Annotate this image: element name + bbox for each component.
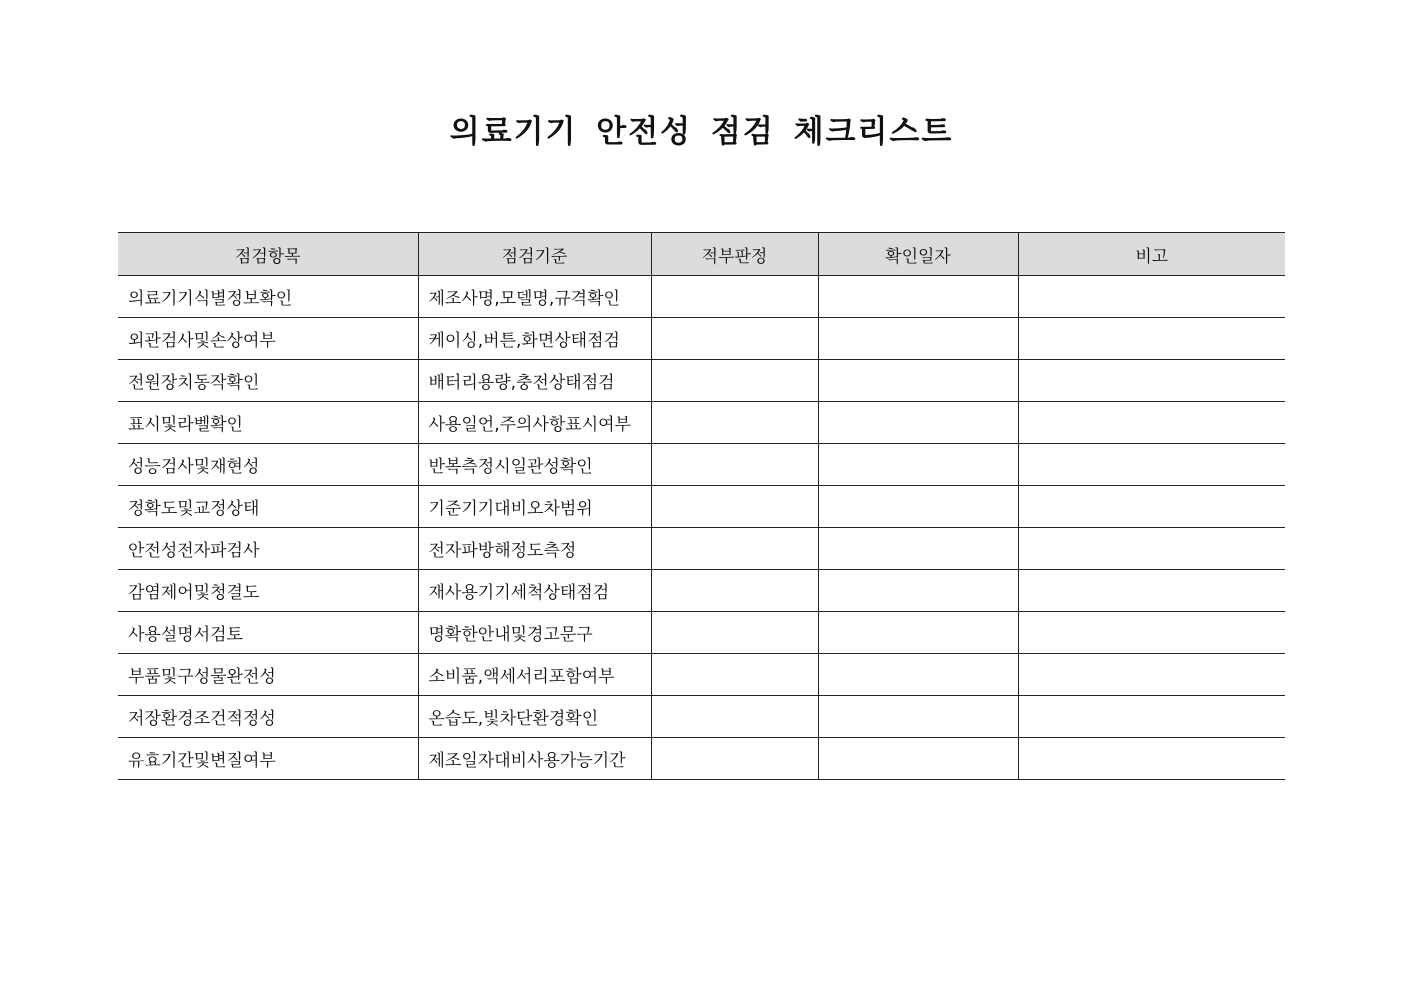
judgment-cell[interactable] bbox=[651, 276, 818, 318]
date-cell[interactable] bbox=[818, 486, 1018, 528]
note-cell[interactable] bbox=[1018, 738, 1285, 780]
criteria-cell: 소비품,액세서리포함여부 bbox=[418, 654, 651, 696]
item-cell: 감염제어및청결도 bbox=[118, 570, 418, 612]
note-cell[interactable] bbox=[1018, 318, 1285, 360]
date-cell[interactable] bbox=[818, 444, 1018, 486]
item-cell: 유효기간및변질여부 bbox=[118, 738, 418, 780]
table-row bbox=[118, 444, 1285, 486]
date-cell[interactable] bbox=[818, 570, 1018, 612]
criteria-cell: 반복측정시일관성확인 bbox=[418, 444, 651, 486]
judgment-cell[interactable] bbox=[651, 738, 818, 780]
judgment-cell[interactable] bbox=[651, 444, 818, 486]
table-row bbox=[118, 654, 1285, 696]
date-cell[interactable] bbox=[818, 654, 1018, 696]
judgment-cell[interactable] bbox=[651, 570, 818, 612]
note-cell[interactable] bbox=[1018, 654, 1285, 696]
page-title: 의료기기 안전성 점검 체크리스트 bbox=[449, 114, 954, 150]
criteria-cell: 제조사명,모델명,규격확인 bbox=[418, 276, 651, 318]
date-cell[interactable] bbox=[818, 360, 1018, 402]
date-cell[interactable] bbox=[818, 696, 1018, 738]
date-cell[interactable] bbox=[818, 402, 1018, 444]
judgment-cell[interactable] bbox=[651, 318, 818, 360]
criteria-cell: 배터리용량,충전상태점검 bbox=[418, 360, 651, 402]
judgment-cell[interactable] bbox=[651, 528, 818, 570]
table-row bbox=[118, 360, 1285, 402]
date-cell[interactable] bbox=[818, 528, 1018, 570]
item-cell: 외관검사및손상여부 bbox=[118, 318, 418, 360]
header-confirm-date: 확인일자 bbox=[818, 233, 1018, 276]
note-cell[interactable] bbox=[1018, 528, 1285, 570]
date-cell[interactable] bbox=[818, 738, 1018, 780]
judgment-cell[interactable] bbox=[651, 486, 818, 528]
note-cell[interactable] bbox=[1018, 696, 1285, 738]
criteria-cell: 케이싱,버튼,화면상태점검 bbox=[418, 318, 651, 360]
checklist-table bbox=[118, 232, 1285, 780]
note-cell[interactable] bbox=[1018, 360, 1285, 402]
item-cell: 의료기기식별정보확인 bbox=[118, 276, 418, 318]
item-cell: 전원장치동작확인 bbox=[118, 360, 418, 402]
note-cell[interactable] bbox=[1018, 444, 1285, 486]
note-cell[interactable] bbox=[1018, 276, 1285, 318]
table-row bbox=[118, 612, 1285, 654]
table-row bbox=[118, 486, 1285, 528]
criteria-cell: 명확한안내및경고문구 bbox=[418, 612, 651, 654]
table-row bbox=[118, 528, 1285, 570]
date-cell[interactable] bbox=[818, 612, 1018, 654]
date-cell[interactable] bbox=[818, 276, 1018, 318]
header-note: 비고 bbox=[1018, 233, 1285, 276]
judgment-cell[interactable] bbox=[651, 654, 818, 696]
note-cell[interactable] bbox=[1018, 570, 1285, 612]
note-cell[interactable] bbox=[1018, 486, 1285, 528]
note-cell[interactable] bbox=[1018, 612, 1285, 654]
header-inspection-criteria: 점검기준 bbox=[418, 233, 651, 276]
item-cell: 표시및라벨확인 bbox=[118, 402, 418, 444]
judgment-cell[interactable] bbox=[651, 360, 818, 402]
judgment-cell[interactable] bbox=[651, 402, 818, 444]
item-cell: 저장환경조건적정성 bbox=[118, 696, 418, 738]
date-cell[interactable] bbox=[818, 318, 1018, 360]
item-cell: 성능검사및재현성 bbox=[118, 444, 418, 486]
header-inspection-item: 점검항목 bbox=[118, 233, 418, 276]
item-cell: 사용설명서검토 bbox=[118, 612, 418, 654]
table-row bbox=[118, 402, 1285, 444]
criteria-cell: 기준기기대비오차범위 bbox=[418, 486, 651, 528]
criteria-cell: 제조일자대비사용가능기간 bbox=[418, 738, 651, 780]
header-judgment: 적부판정 bbox=[651, 233, 818, 276]
table-row bbox=[118, 696, 1285, 738]
criteria-cell: 온습도,빛차단환경확인 bbox=[418, 696, 651, 738]
header-row bbox=[118, 233, 1285, 276]
judgment-cell[interactable] bbox=[651, 696, 818, 738]
item-cell: 정확도및교정상태 bbox=[118, 486, 418, 528]
criteria-cell: 전자파방해정도측정 bbox=[418, 528, 651, 570]
item-cell: 부품및구성물완전성 bbox=[118, 654, 418, 696]
table-row bbox=[118, 318, 1285, 360]
item-cell: 안전성전자파검사 bbox=[118, 528, 418, 570]
table-row bbox=[118, 276, 1285, 318]
criteria-cell: 재사용기기세척상태점검 bbox=[418, 570, 651, 612]
table-row bbox=[118, 570, 1285, 612]
note-cell[interactable] bbox=[1018, 402, 1285, 444]
judgment-cell[interactable] bbox=[651, 612, 818, 654]
criteria-cell: 사용일언,주의사항표시여부 bbox=[418, 402, 651, 444]
table-row bbox=[118, 738, 1285, 780]
